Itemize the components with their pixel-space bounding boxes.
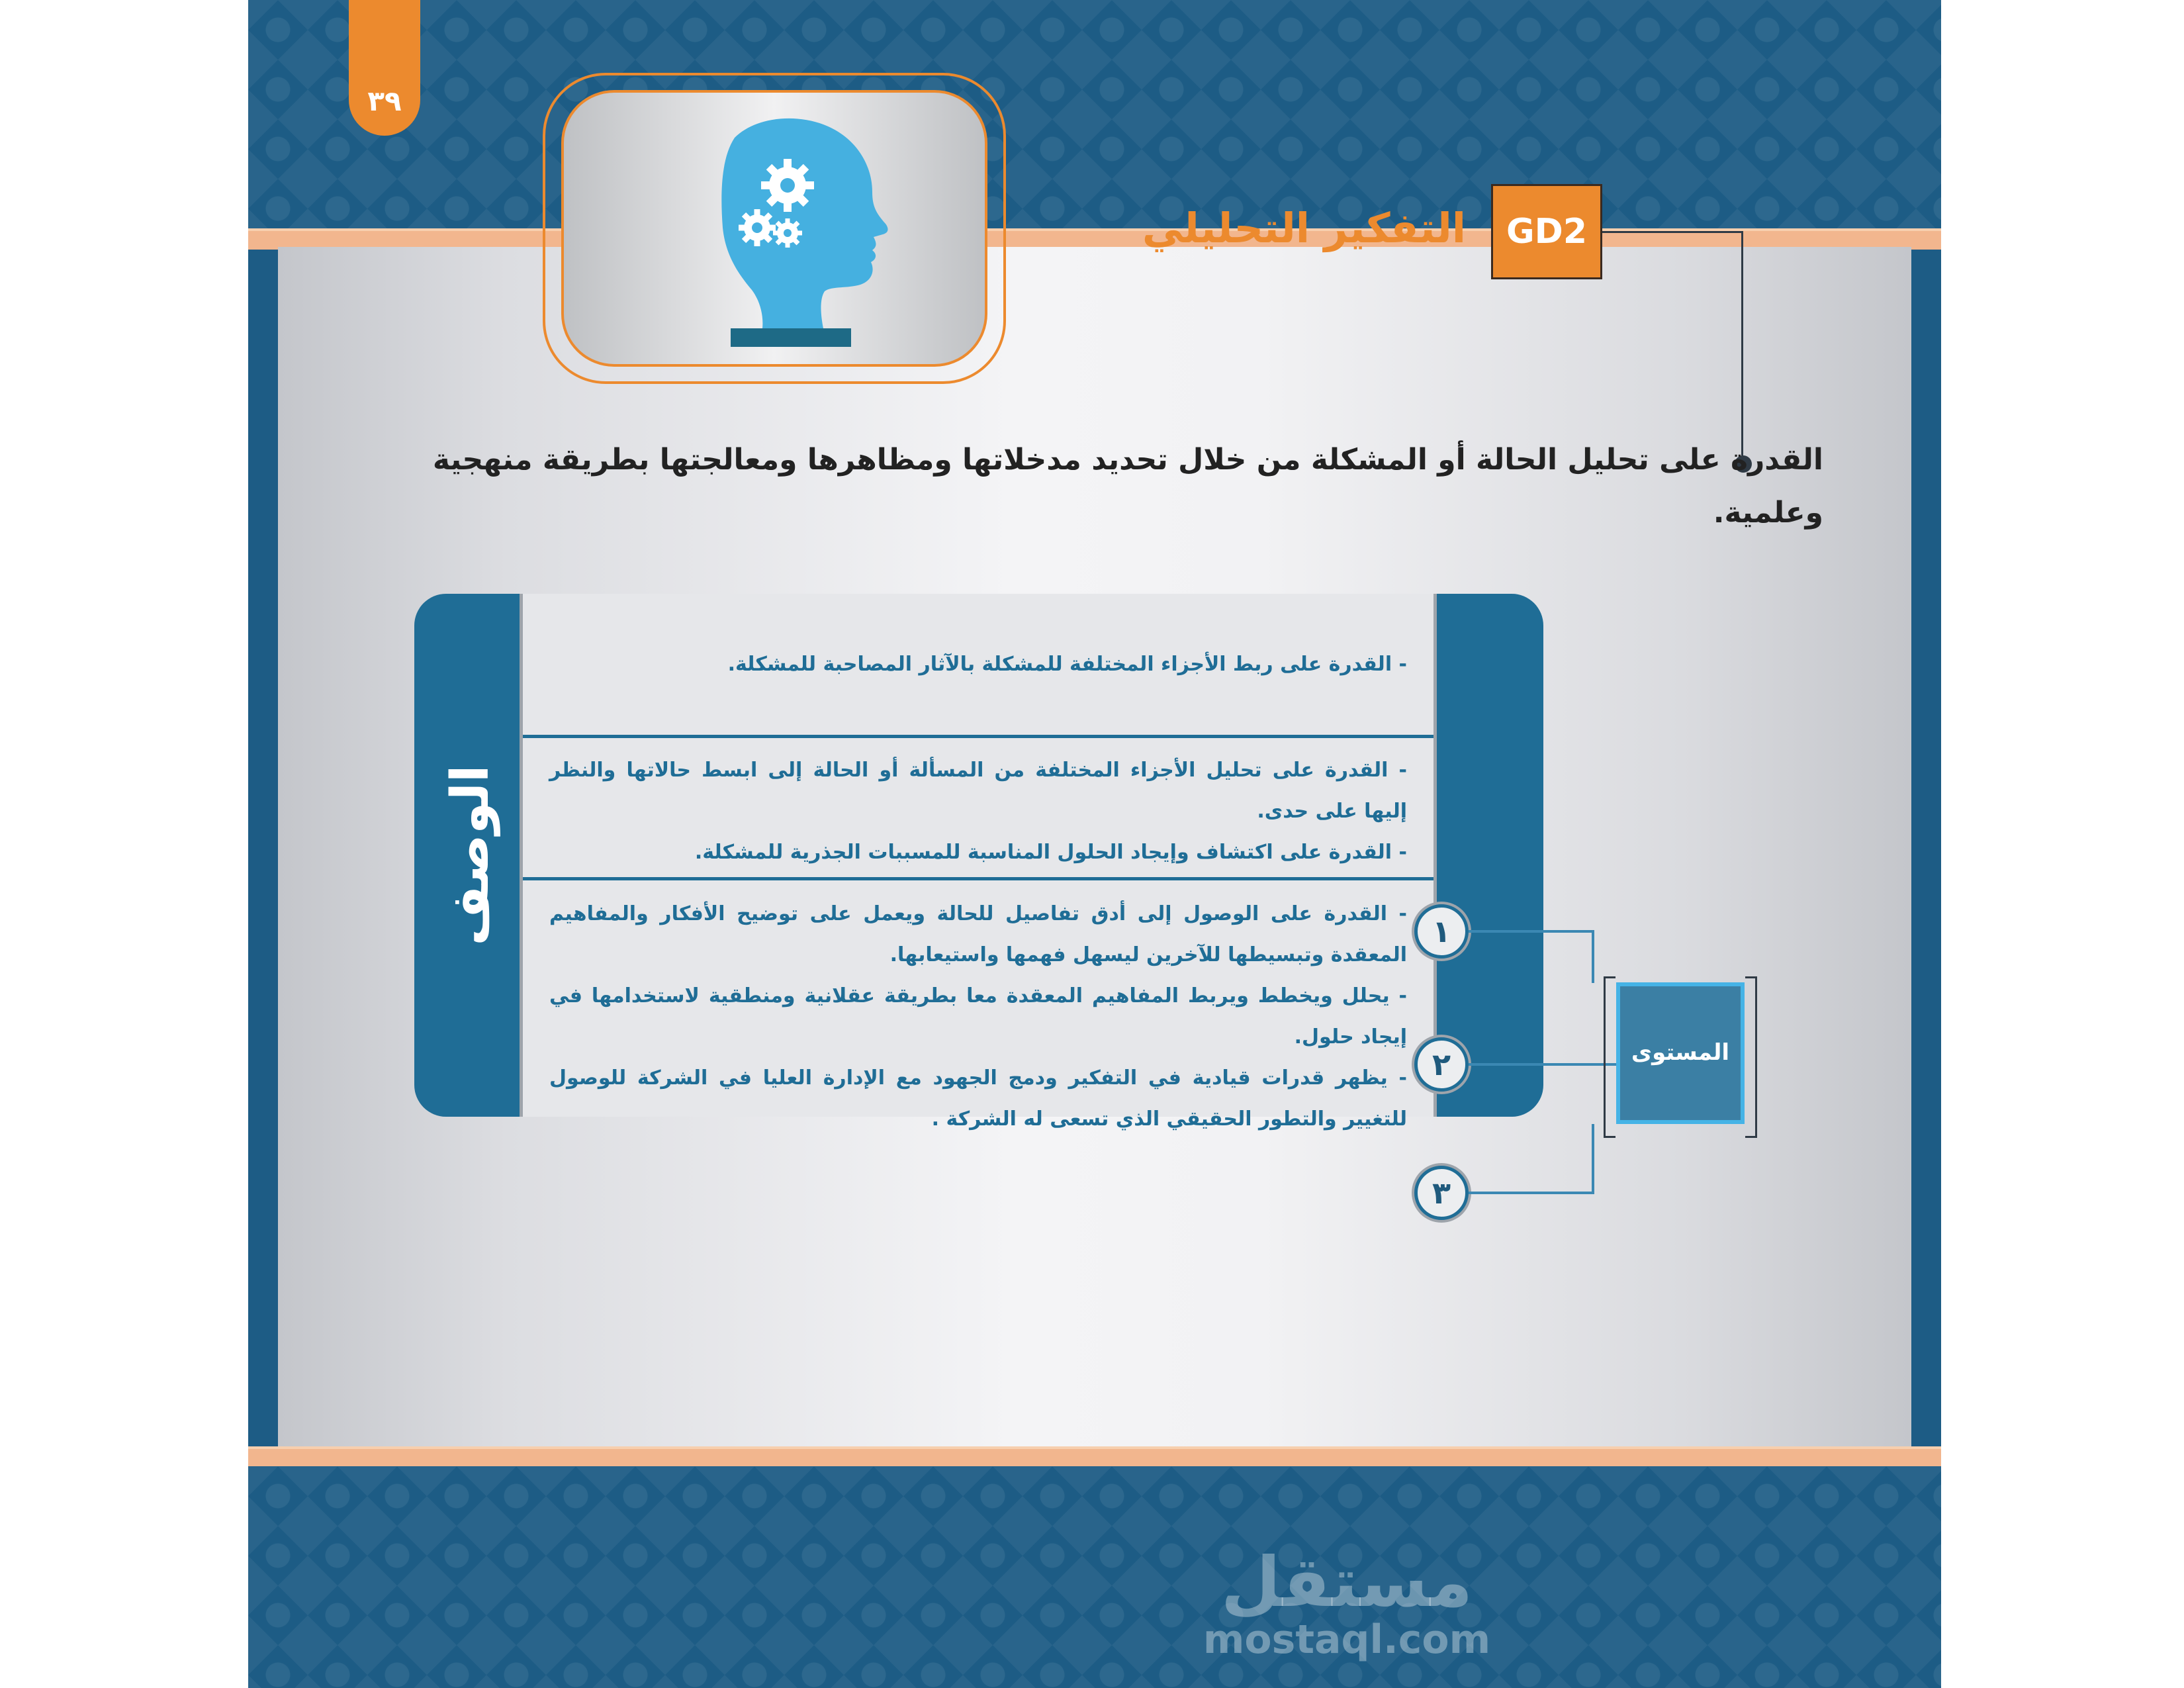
levels-table [520,594,1437,1131]
level-line-1-v [1592,930,1594,983]
level-line-1-h [1469,930,1593,933]
description-panel [414,594,1543,1131]
page-number-tab [349,0,420,136]
competency-definition: القدرة على تحليل الحالة أو المشكلة من خلال تحديد مدخلاتها ومظاهرها ومعالجتها بطريقة منهجية وعلمية. [432,443,1823,530]
competency-code: GD2 [1491,184,1602,279]
level-line-3-v [1592,1124,1594,1194]
page-number: ٣٩ [367,85,402,117]
level-3-line: - القدرة على الوصول إلى أدق تفاصيل للحالة ويعمل على توضيح الأفكار والمفاهيم المعقدة وتبسيطها للآخرين ليسهل فهمها واستيعابها. [549,902,1407,966]
document-page [248,0,1941,1688]
level-bracket-left [1604,976,1615,1138]
watermark-arabic: مستقل [1220,1542,1473,1622]
level-label: المستوى [1616,982,1745,1124]
level-line-3-h [1469,1192,1593,1194]
level-row-3 [523,880,1433,1131]
competency-title: التفكير التحليلي [1142,204,1466,252]
bottom-pattern-band [248,1466,1941,1688]
level-3-line: - يظهر قدرات قيادية في التفكير ودمج الجهود مع الإدارة العليا في الشركة للوصول للتغيير والتطور الحقيقي الذي تسعى له الشركة . [549,1066,1407,1131]
level-line-2-h [1469,1063,1616,1066]
description-label [434,673,507,1037]
level-3-line: - يحلل ويخطط ويربط المفاهيم المعقدة معا بطريقة عقلانية ومنطقية لاستخدامها في إيجاد حلول. [549,984,1407,1049]
watermark-latin: mostaql.com [1203,1617,1491,1663]
level-2-line: - القدرة على اكتشاف وإيجاد الحلول المناسبة للمسببات الجذرية للمشكلة. [694,841,1407,864]
level-bracket-right [1745,976,1757,1138]
description-label-text: الوصف [441,765,500,946]
illustration-frame [543,73,1006,384]
level-number-1: ١ [1414,904,1469,959]
level-2-line: - القدرة على تحليل الأجزاء المختلفة من المسألة أو الحالة إلى ابسط حالاتها والنظر إليها على حدى. [549,759,1407,823]
connector-horizontal [1602,231,1743,233]
level-1-line: - القدرة على ربط الأجزاء المختلفة للمشكلة بالآثار المصاحبة للمشكلة. [727,653,1407,676]
head-with-gears-icon [564,93,995,375]
level-number-2: ٢ [1414,1037,1469,1092]
level-number-3: ٣ [1414,1166,1469,1220]
illustration-inner [561,90,987,367]
level-row-2 [523,738,1433,880]
level-row-1 [523,594,1433,738]
bottom-stripe [248,1446,1941,1468]
connector-vertical [1741,231,1743,464]
watermark-logo [1188,1542,1506,1663]
